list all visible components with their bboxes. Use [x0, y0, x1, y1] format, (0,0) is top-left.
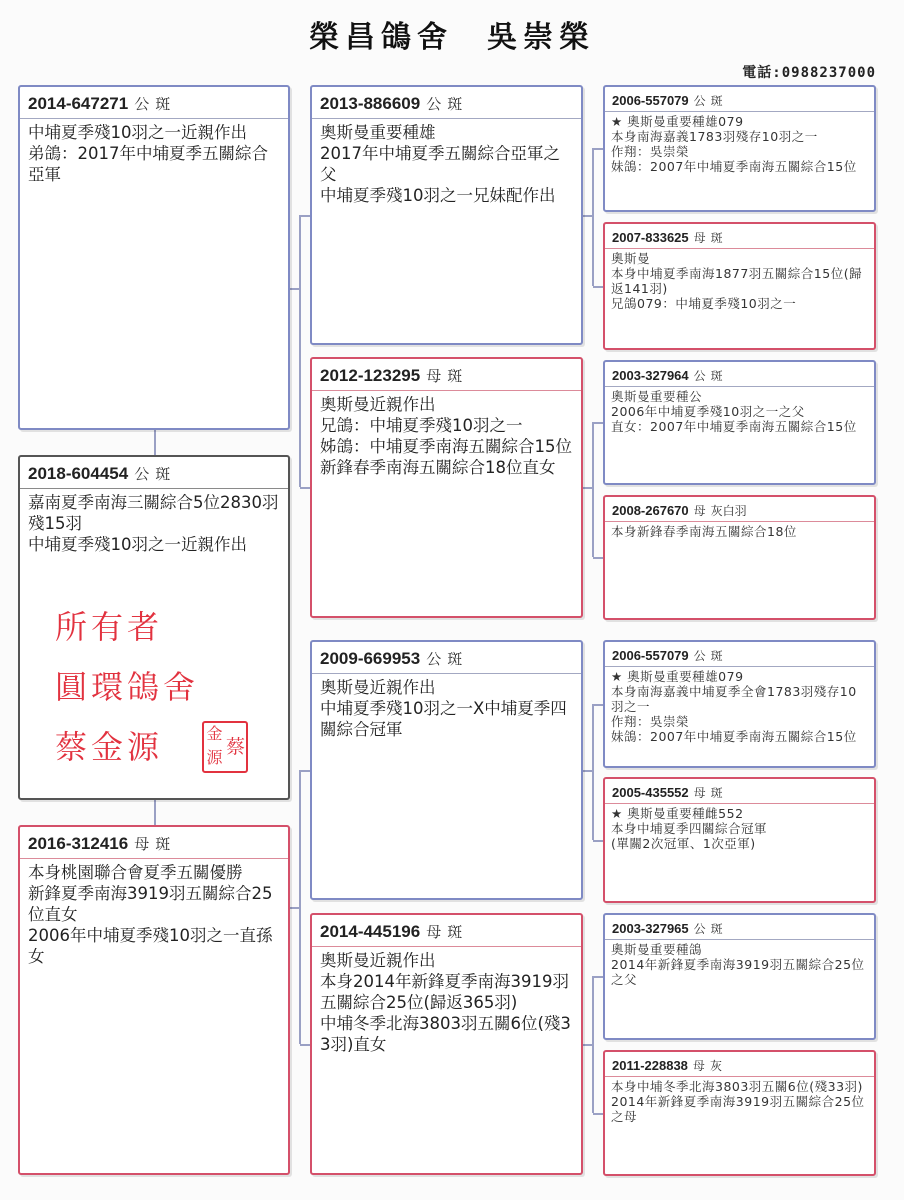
connector-line — [592, 704, 594, 840]
plumage-color: 斑 — [155, 465, 171, 483]
note-line: 兄鴿079：中埔夏季殘10羽之一 — [611, 296, 797, 311]
note-line: (單關2次冠軍、1次亞軍) — [611, 836, 756, 851]
connector-line — [593, 148, 603, 150]
note-line: 新鋒春季南海五關綜合18位直女 — [320, 458, 556, 477]
connector-line — [593, 286, 603, 288]
sex-label: 母 — [693, 504, 706, 518]
sex-label: 母 — [426, 367, 442, 385]
note-line: 本身桃園聯合會夏季五關優勝 — [28, 863, 243, 882]
card-notes — [605, 249, 874, 313]
card-notes — [20, 489, 288, 558]
note-line: 妹鴿：2007年中埔夏季南海五關綜合15位 — [611, 159, 857, 174]
plumage-color: 斑 — [710, 649, 723, 663]
plumage-color: 斑 — [447, 367, 463, 385]
card-notes — [20, 119, 288, 188]
great-grandparent-card — [603, 777, 876, 903]
ring-number: 2003-327965 — [612, 921, 689, 936]
connector-line — [593, 840, 603, 842]
connector-line — [300, 487, 310, 489]
plumage-color: 斑 — [710, 231, 723, 245]
ring-number: 2003-327964 — [612, 368, 689, 383]
plumage-color: 斑 — [447, 95, 463, 113]
owner-loft: 圓環鴿舍 — [55, 668, 200, 706]
granddam-maternal-card — [310, 913, 583, 1175]
card-header — [605, 1052, 874, 1077]
note-line: 中埔夏季殘10羽之一X中埔夏季四關綜合冠軍 — [320, 699, 567, 739]
card-header — [605, 224, 874, 249]
great-grandparent-card — [603, 360, 876, 485]
plumage-color: 灰 — [709, 1059, 722, 1073]
note-line: 弟鴿：2017年中埔夏季五關綜合亞軍 — [28, 144, 268, 184]
great-grandparent-card — [603, 495, 876, 620]
ring-number: 2007-833625 — [612, 230, 689, 245]
note-line: 本身南海嘉義1783羽殘存10羽之一 — [611, 129, 818, 144]
grandsire-maternal-card — [310, 640, 583, 900]
connector-line — [300, 215, 310, 217]
ring-number: 2012-123295 — [320, 366, 421, 385]
ring-number: 2011-228838 — [612, 1058, 688, 1073]
sire-card — [18, 85, 290, 430]
note-line: ★ 奧斯曼重要種雄079 — [611, 669, 744, 684]
breeder-name: 吳崇榮 — [487, 20, 595, 55]
card-notes — [605, 667, 874, 746]
note-line: 2014年新鋒夏季南海3919羽五關綜合25位之父 — [611, 957, 865, 987]
card-notes — [312, 947, 581, 1058]
note-line: 中埔夏季殘10羽之一近親作出 — [28, 123, 247, 142]
sex-label: 母 — [693, 231, 706, 245]
ring-number: 2008-267670 — [612, 503, 689, 518]
note-line: 奧斯曼重要種鴿 — [611, 942, 703, 957]
sex-label: 公 — [693, 649, 706, 663]
connector-line — [300, 1044, 310, 1046]
connector-line — [593, 1113, 603, 1115]
card-header — [20, 827, 288, 859]
plumage-color: 斑 — [155, 95, 171, 113]
card-header — [312, 915, 581, 947]
connector-line — [299, 770, 301, 1044]
note-line: 奧斯曼近親作出 — [320, 678, 436, 697]
card-header — [605, 779, 874, 804]
note-line: ★ 奧斯曼重要種雌552 — [611, 806, 744, 821]
pedigree-title — [0, 12, 904, 56]
card-notes — [605, 940, 874, 989]
plumage-color: 斑 — [710, 94, 723, 108]
note-line: ★ 奧斯曼重要種雄079 — [611, 114, 744, 129]
seal-char: 蔡 — [225, 736, 245, 758]
card-header — [20, 457, 288, 489]
note-line: 中埔夏季殘10羽之一近親作出 — [28, 535, 247, 554]
grandsire-paternal-card — [310, 85, 583, 345]
note-line: 本身中埔夏季南海1877羽五關綜合15位(歸返141羽) — [611, 266, 863, 296]
card-header — [605, 362, 874, 387]
plumage-color: 斑 — [710, 369, 723, 383]
sex-label: 公 — [426, 650, 442, 668]
dam-card — [18, 825, 290, 1175]
ring-number: 2014-647271 — [28, 94, 129, 113]
connector-line — [593, 976, 603, 978]
note-line: 作翔：吳崇榮 — [611, 714, 690, 729]
note-line: 兄鴿：中埔夏季殘10羽之一 — [320, 416, 523, 435]
owner-name: 蔡金源 — [55, 728, 164, 766]
note-line: 2006年中埔夏季殘10羽之一直孫女 — [28, 926, 273, 966]
connector-line — [592, 148, 594, 286]
note-line: 新鋒夏季南海3919羽五關綜合25位直女 — [28, 884, 273, 924]
sex-label: 母 — [134, 835, 150, 853]
sex-label: 公 — [134, 465, 150, 483]
sex-label: 公 — [693, 922, 706, 936]
note-line: 妹鴿：2007年中埔夏季南海五關綜合15位 — [611, 729, 857, 744]
note-line: 本身中埔冬季北海3803羽五關6位(殘33羽) — [611, 1079, 863, 1094]
note-line: 本身2014年新鋒夏季南海3919羽五關綜合25位(歸返365羽) — [320, 972, 569, 1012]
plumage-color: 斑 — [447, 923, 463, 941]
connector-line — [299, 215, 301, 487]
ring-number: 2018-604454 — [28, 464, 129, 483]
note-line: 2006年中埔夏季殘10羽之一之父 — [611, 404, 805, 419]
note-line: 奧斯曼近親作出 — [320, 395, 436, 414]
note-line: 奧斯曼重要種公 — [611, 389, 703, 404]
connector-line — [154, 430, 156, 455]
card-notes — [605, 387, 874, 436]
sex-label: 母 — [426, 923, 442, 941]
sex-label: 母 — [693, 786, 706, 800]
card-header — [605, 915, 874, 940]
plumage-color: 斑 — [447, 650, 463, 668]
seal-char: 源 — [206, 748, 223, 767]
sex-label: 公 — [134, 95, 150, 113]
ring-number: 2005-435552 — [612, 785, 689, 800]
note-line: 奧斯曼重要種雄 — [320, 123, 436, 142]
connector-line — [154, 800, 156, 825]
note-line: 本身中埔夏季四關綜合冠軍 — [611, 821, 768, 836]
card-header — [312, 87, 581, 119]
great-grandparent-card — [603, 85, 876, 212]
sex-label: 公 — [426, 95, 442, 113]
ring-number: 2009-669953 — [320, 649, 421, 668]
ring-number: 2013-886609 — [320, 94, 421, 113]
note-line: 2017年中埔夏季五關綜合亞軍之父 — [320, 144, 560, 184]
card-header — [605, 87, 874, 112]
plumage-color: 斑 — [710, 786, 723, 800]
card-notes — [605, 522, 874, 541]
note-line: 奧斯曼近親作出 — [320, 951, 436, 970]
connector-line — [592, 976, 594, 1113]
note-line: 直女：2007年中埔夏季南海五關綜合15位 — [611, 419, 857, 434]
connector-line — [593, 557, 603, 559]
loft-name: 榮昌鴿舍 — [309, 20, 453, 55]
great-grandparent-card — [603, 640, 876, 768]
ring-number: 2014-445196 — [320, 922, 421, 941]
ring-number: 2006-557079 — [612, 93, 689, 108]
owner-seal-stamp — [202, 721, 248, 773]
note-line: 作翔：吳崇榮 — [611, 144, 690, 159]
card-notes — [605, 804, 874, 853]
great-grandparent-card — [603, 1050, 876, 1176]
card-header — [605, 497, 874, 522]
card-header — [605, 642, 874, 667]
note-line: 奧斯曼 — [611, 251, 651, 266]
ring-number: 2006-557079 — [612, 648, 689, 663]
card-notes — [312, 674, 581, 743]
ring-number: 2016-312416 — [28, 834, 129, 853]
card-notes — [312, 391, 581, 481]
plumage-color: 灰白羽 — [710, 504, 747, 518]
sex-label: 母 — [692, 1059, 705, 1073]
note-line: 嘉南夏季南海三關綜合5位2830羽殘15羽 — [28, 493, 279, 533]
card-header — [312, 642, 581, 674]
great-grandparent-card — [603, 222, 876, 350]
subject-card — [18, 455, 290, 800]
note-line: 中埔夏季殘10羽之一兄妹配作出 — [320, 186, 556, 205]
card-header — [20, 87, 288, 119]
card-notes — [605, 112, 874, 176]
granddam-paternal-card — [310, 357, 583, 618]
card-notes — [312, 119, 581, 209]
phone-number: 電話:0988237000 — [742, 65, 876, 81]
note-line: 姊鴿：中埔夏季南海五關綜合15位 — [320, 437, 572, 456]
plumage-color: 斑 — [710, 922, 723, 936]
card-notes — [20, 859, 288, 970]
note-line: 2014年新鋒夏季南海3919羽五關綜合25位之母 — [611, 1094, 865, 1124]
connector-line — [300, 770, 310, 772]
connector-line — [592, 422, 594, 557]
note-line: 中埔冬季北海3803羽五關6位(殘33羽)直女 — [320, 1014, 571, 1054]
great-grandparent-card — [603, 913, 876, 1040]
plumage-color: 斑 — [155, 835, 171, 853]
connector-line — [593, 704, 603, 706]
connector-line — [593, 422, 603, 424]
sex-label: 公 — [693, 369, 706, 383]
card-header — [312, 359, 581, 391]
seal-char: 金 — [206, 724, 223, 743]
note-line: 本身新鋒春季南海五關綜合18位 — [611, 524, 797, 539]
note-line: 本身南海嘉義中埔夏季全會1783羽殘存10羽之一 — [611, 684, 857, 714]
owner-label: 所有者 — [55, 608, 164, 646]
card-notes — [605, 1077, 874, 1126]
sex-label: 公 — [693, 94, 706, 108]
